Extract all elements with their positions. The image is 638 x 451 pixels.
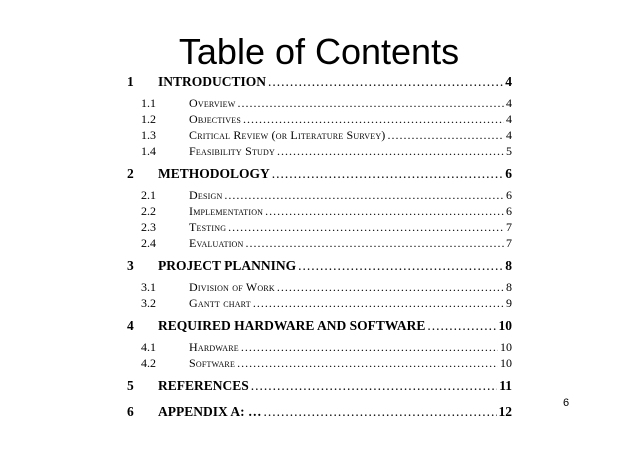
dot-leader [237, 356, 498, 371]
toc-subsection-1-1 [127, 96, 512, 112]
toc-section-label: REQUIRED HARDWARE AND SOFTWARE [158, 318, 426, 333]
toc-page-number: 10 [500, 356, 512, 370]
toc-subsection-3-2 [127, 296, 512, 312]
dot-leader [298, 258, 503, 274]
toc-section-label: REFERENCES [158, 378, 249, 393]
toc-page-number: 4 [506, 96, 512, 110]
toc-page-number: 4 [506, 112, 512, 126]
toc-section-1 [127, 74, 512, 94]
toc-page-number: 7 [506, 236, 512, 250]
toc-subsection-4-1 [127, 340, 512, 356]
toc-page-number: 11 [499, 378, 512, 393]
slide-number: 6 [563, 397, 570, 409]
toc-subsection-label: Testing [189, 220, 227, 234]
dot-leader [272, 166, 503, 182]
toc-page-number: 6 [505, 166, 512, 181]
toc-subsection-label: Objectives [189, 112, 242, 126]
dot-leader [243, 112, 504, 127]
dot-leader [241, 340, 498, 355]
page-title: Table of Contents [178, 31, 460, 72]
toc-subsection-label: Design [189, 188, 223, 202]
toc-section-number: 1 [127, 74, 134, 89]
table-of-contents [127, 74, 512, 424]
toc-page-number: 9 [506, 296, 512, 310]
toc-section-number: 3 [127, 258, 134, 273]
toc-subsection-number: 1.4 [141, 144, 156, 158]
dot-leader [253, 296, 504, 311]
toc-subsection-number: 4.2 [141, 356, 156, 370]
toc-subsection-number: 2.3 [141, 220, 156, 234]
toc-page-number: 5 [506, 144, 512, 158]
dot-leader [277, 280, 504, 295]
dot-leader [224, 188, 504, 203]
toc-subsection-2-2 [127, 204, 512, 220]
toc-subsection-label: Evaluation [189, 236, 244, 250]
toc-subsection-number: 4.1 [141, 340, 156, 354]
toc-page-number: 4 [505, 74, 512, 89]
toc-subsection-label: Implementation [189, 204, 264, 218]
toc-page-number: 8 [505, 258, 512, 273]
toc-section-label: INTRODUCTION [158, 74, 267, 89]
toc-page-number: 4 [506, 128, 512, 142]
toc-subsection-2-3 [127, 220, 512, 236]
toc-section-number: 2 [127, 166, 134, 181]
toc-section-4 [127, 318, 512, 338]
toc-page-number: 7 [506, 220, 512, 234]
toc-page-number: 6 [506, 188, 512, 202]
toc-section-5 [127, 378, 512, 398]
toc-subsection-label: Feasibility Study [189, 144, 275, 158]
toc-subsection-number: 1.2 [141, 112, 156, 126]
toc-subsection-number: 3.2 [141, 296, 156, 310]
toc-subsection-number: 2.4 [141, 236, 156, 250]
toc-section-3 [127, 258, 512, 278]
toc-subsection-1-3 [127, 128, 512, 144]
toc-section-number: 4 [127, 318, 134, 333]
toc-section-number: 5 [127, 378, 134, 393]
toc-subsection-label: Software [189, 356, 236, 370]
dot-leader [388, 128, 505, 143]
dot-leader [251, 378, 497, 394]
toc-subsection-number: 3.1 [141, 280, 156, 294]
toc-page-number: 6 [506, 204, 512, 218]
toc-subsection-1-2 [127, 112, 512, 128]
dot-leader [246, 236, 504, 251]
toc-section-label: METHODOLOGY [158, 166, 270, 181]
dot-leader [238, 96, 504, 111]
dot-leader [264, 404, 497, 420]
dot-leader [427, 318, 496, 334]
dot-leader [277, 144, 504, 159]
toc-section-6 [127, 404, 512, 424]
toc-subsection-3-1 [127, 280, 512, 296]
dot-leader [228, 220, 504, 235]
toc-subsection-2-4 [127, 236, 512, 252]
toc-subsection-number: 1.3 [141, 128, 156, 142]
toc-section-2 [127, 166, 512, 186]
toc-subsection-label: Gantt chart [189, 296, 251, 310]
toc-subsection-label: Division of Work [189, 280, 275, 294]
toc-section-number: 6 [127, 404, 134, 419]
toc-subsection-label: Overview [189, 96, 236, 110]
toc-subsection-number: 2.1 [141, 188, 156, 202]
toc-subsection-label: Hardware [189, 340, 239, 354]
toc-subsection-label: Critical Review (or Literature Survey) [189, 128, 386, 142]
toc-subsection-number: 1.1 [141, 96, 156, 110]
toc-page-number: 12 [498, 404, 512, 419]
dot-leader [268, 74, 503, 90]
toc-subsection-1-4 [127, 144, 512, 160]
toc-subsection-2-1 [127, 188, 512, 204]
toc-page-number: 10 [498, 318, 512, 333]
dot-leader [265, 204, 504, 219]
toc-subsection-number: 2.2 [141, 204, 156, 218]
toc-page-number: 10 [500, 340, 512, 354]
toc-section-label: PROJECT PLANNING [158, 258, 297, 273]
toc-section-label: APPENDIX A: … [158, 404, 262, 419]
toc-subsection-4-2 [127, 356, 512, 372]
toc-page-number: 8 [506, 280, 512, 294]
